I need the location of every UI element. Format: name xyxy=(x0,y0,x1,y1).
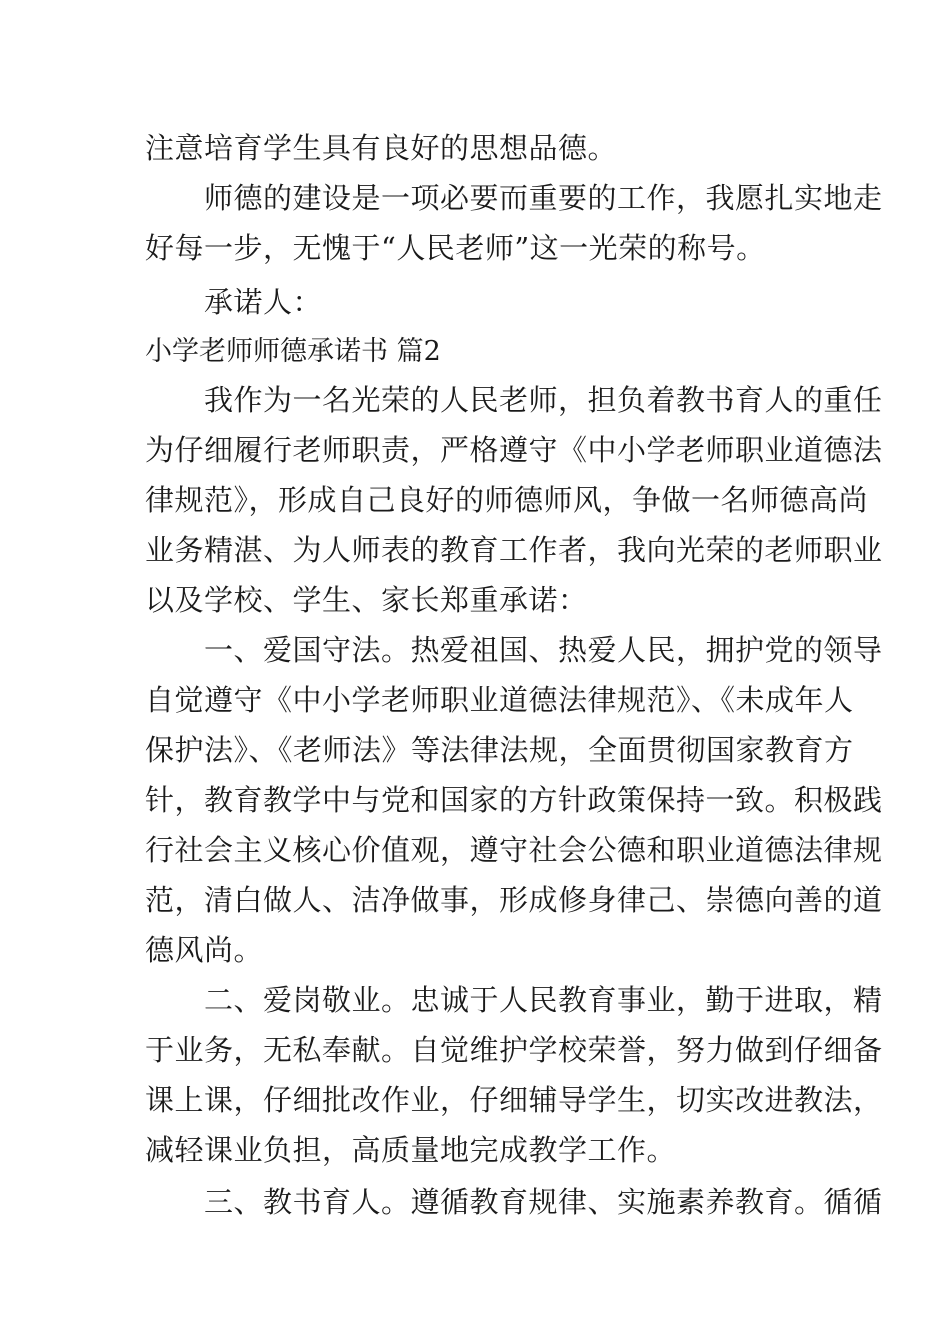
text-line: 保护法》、《老师法》等法律法规，全面贯彻国家教育方 xyxy=(145,733,854,767)
text-line: 一、爱国守法。热爱祖国、热爱人民，拥护党的领导 xyxy=(145,633,883,667)
text-line: 注意培育学生具有良好的思想品德。 xyxy=(145,131,618,165)
text-line: 范，清白做人、洁净做事，形成修身律己、崇德向善的道 xyxy=(145,883,883,917)
text-line: 减轻课业负担，高质量地完成教学工作。 xyxy=(145,1133,677,1167)
text-line: 德风尚。 xyxy=(145,933,264,967)
text-line: 师德的建设是一项必要而重要的工作，我愿扎实地走 xyxy=(145,181,883,215)
text-line: 于业务，无私奉献。自觉维护学校荣誉，努力做到仔细备 xyxy=(145,1033,883,1067)
text-line: 二、爱岗敬业。忠诚于人民教育事业，勤于进取，精 xyxy=(145,983,883,1017)
text-line: 业务精湛、为人师表的教育工作者，我向光荣的老师职业 xyxy=(145,533,883,567)
text-line: 律规范》，形成自己良好的师德师风，争做一名师德高尚 xyxy=(145,483,869,517)
text-line: 为仔细履行老师职责，严格遵守《中小学老师职业道德法 xyxy=(145,433,883,467)
text-line: 三、教书育人。遵循教育规律、实施素养教育。循循 xyxy=(145,1185,883,1219)
text-line: 课上课，仔细批改作业，仔细辅导学生，切实改进教法， xyxy=(145,1083,883,1117)
text-line: 以及学校、学生、家长郑重承诺： xyxy=(145,583,588,617)
text-line: 自觉遵守《中小学老师职业道德法律规范》、《未成年人 xyxy=(145,683,854,717)
text-line: 好每一步，无愧于“人民老师”这一光荣的称号。 xyxy=(145,231,766,265)
text-line: 我作为一名光荣的人民老师，担负着教书育人的重任 xyxy=(145,383,883,417)
text-line: 行社会主义核心价值观，遵守社会公德和职业道德法律规 xyxy=(145,833,883,867)
section-heading: 小学老师师德承诺书 篇2 xyxy=(145,336,441,367)
text-line: 针，教育教学中与党和国家的方针政策保持一致。积极践 xyxy=(145,783,883,817)
signatory-label: 承诺人： xyxy=(145,285,323,319)
